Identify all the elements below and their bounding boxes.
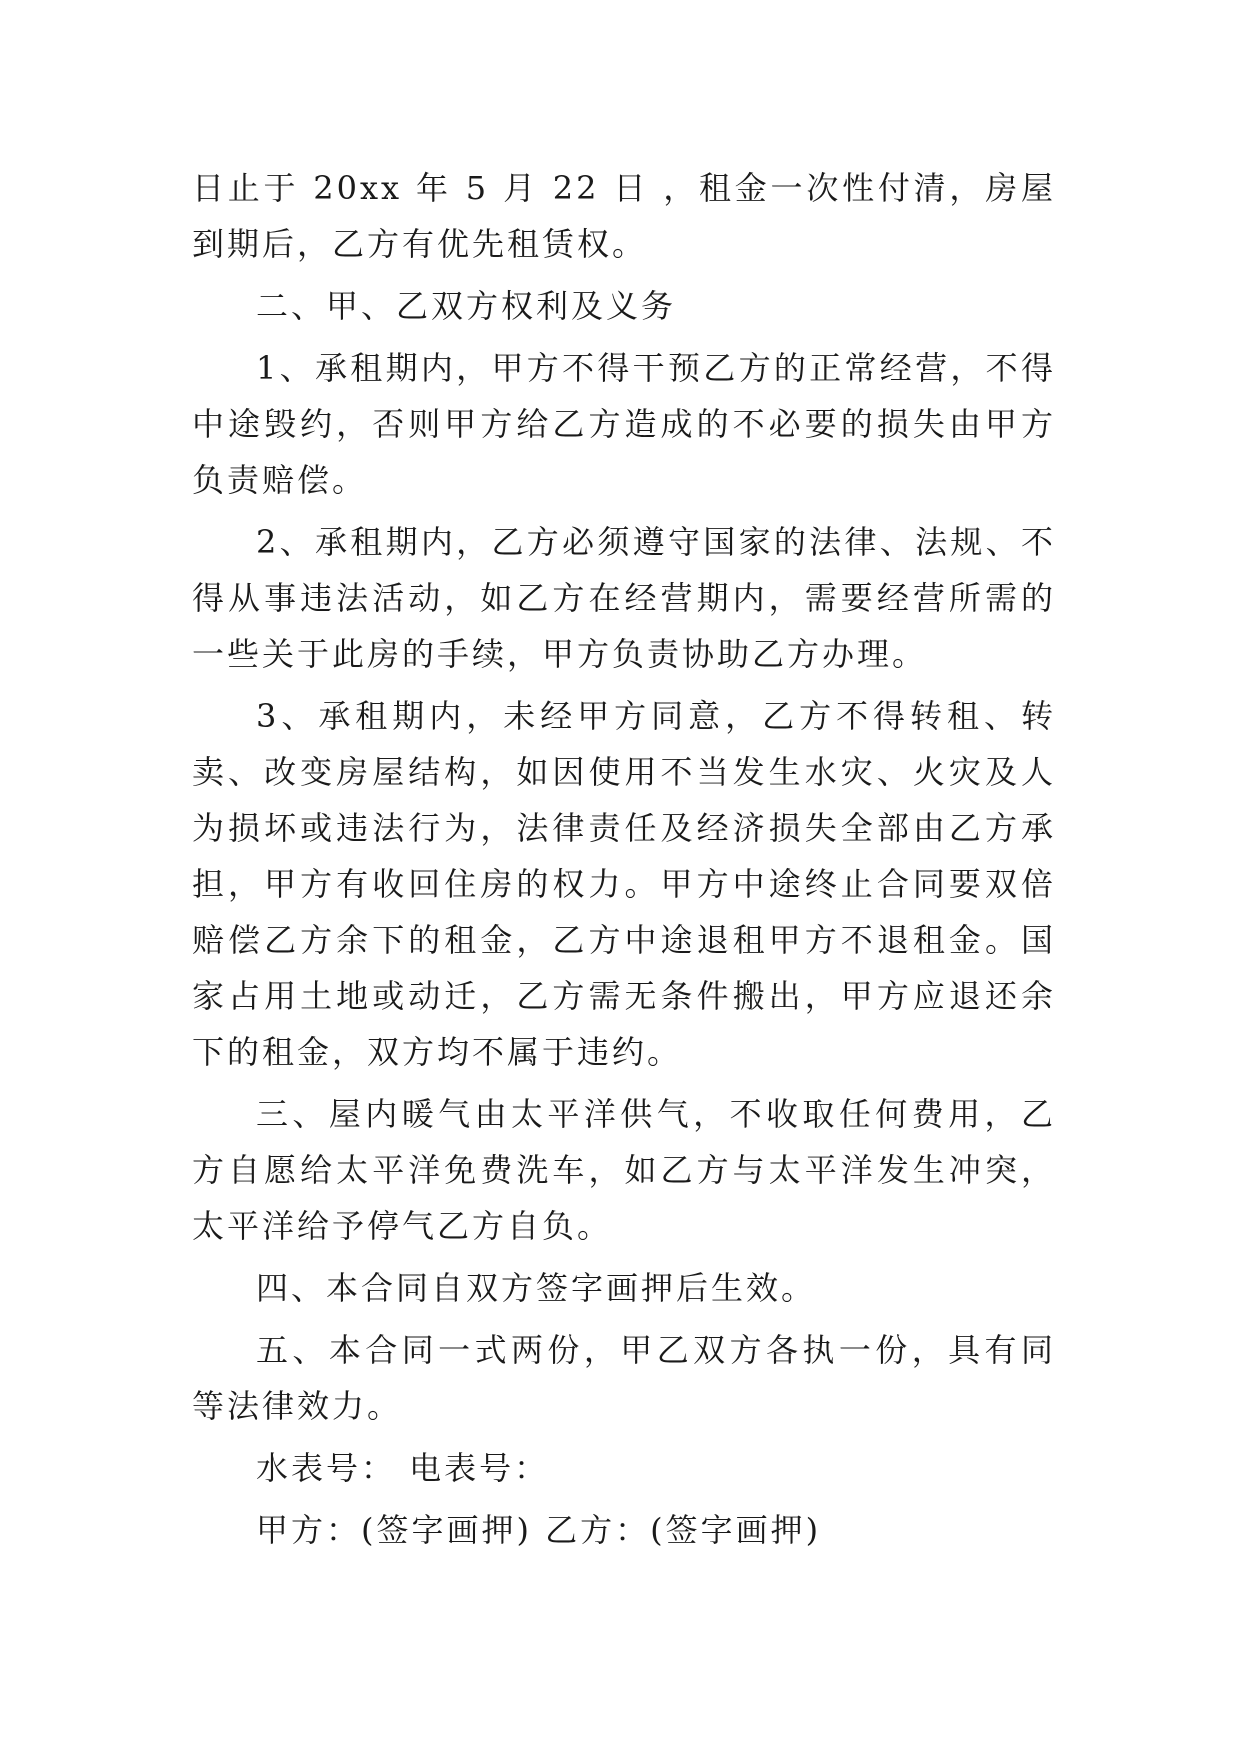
paragraph-lease-term: 日止于 20xx 年 5 月 22 日 ，租金一次性付清，房屋到期后，乙方有优先租赁权。 — [192, 169, 1056, 263]
clause-3: 3、承租期内，未经甲方同意，乙方不得转租、转卖、改变房屋结构，如因使用不当发生水灾、火灾及人为损坏或违法行为，法律责任及经济损失全部由乙方承担，甲方有收回住房的权力。甲方中途终止合同要双倍赔偿乙方余下的租金，乙方中途退租甲方不退租金。国家占用土地或动迁，乙方需无条件搬出，甲方应退还余下的租金，双方均不属于违约。 — [192, 697, 1056, 1071]
meter-numbers: 水表号： 电表号： — [256, 1449, 550, 1487]
signature-line: 甲方：(签字画押) 乙方：(签字画押) — [256, 1511, 822, 1549]
clause-copies: 五、本合同一式两份，甲乙双方各执一份，具有同等法律效力。 — [192, 1331, 1056, 1425]
document-body — [192, 160, 1056, 1558]
clause-1: 1、承租期内，甲方不得干预乙方的正常经营，不得中途毁约，否则甲方给乙方造成的不必要的损失由甲方负责赔偿。 — [192, 349, 1056, 499]
clause-heating: 三、屋内暖气由太平洋供气，不收取任何费用，乙方自愿给太平洋免费洗车，如乙方与太平洋发生冲突，太平洋给予停气乙方自负。 — [192, 1095, 1056, 1245]
clause-effective: 四、本合同自双方签字画押后生效。 — [256, 1269, 817, 1307]
heading-rights-obligations: 二、甲、乙双方权利及义务 — [256, 287, 677, 325]
clause-2: 2、承租期内，乙方必须遵守国家的法律、法规、不得从事违法活动，如乙方在经营期内，需要经营所需的一些关于此房的手续，甲方负责协助乙方办理。 — [192, 523, 1056, 673]
